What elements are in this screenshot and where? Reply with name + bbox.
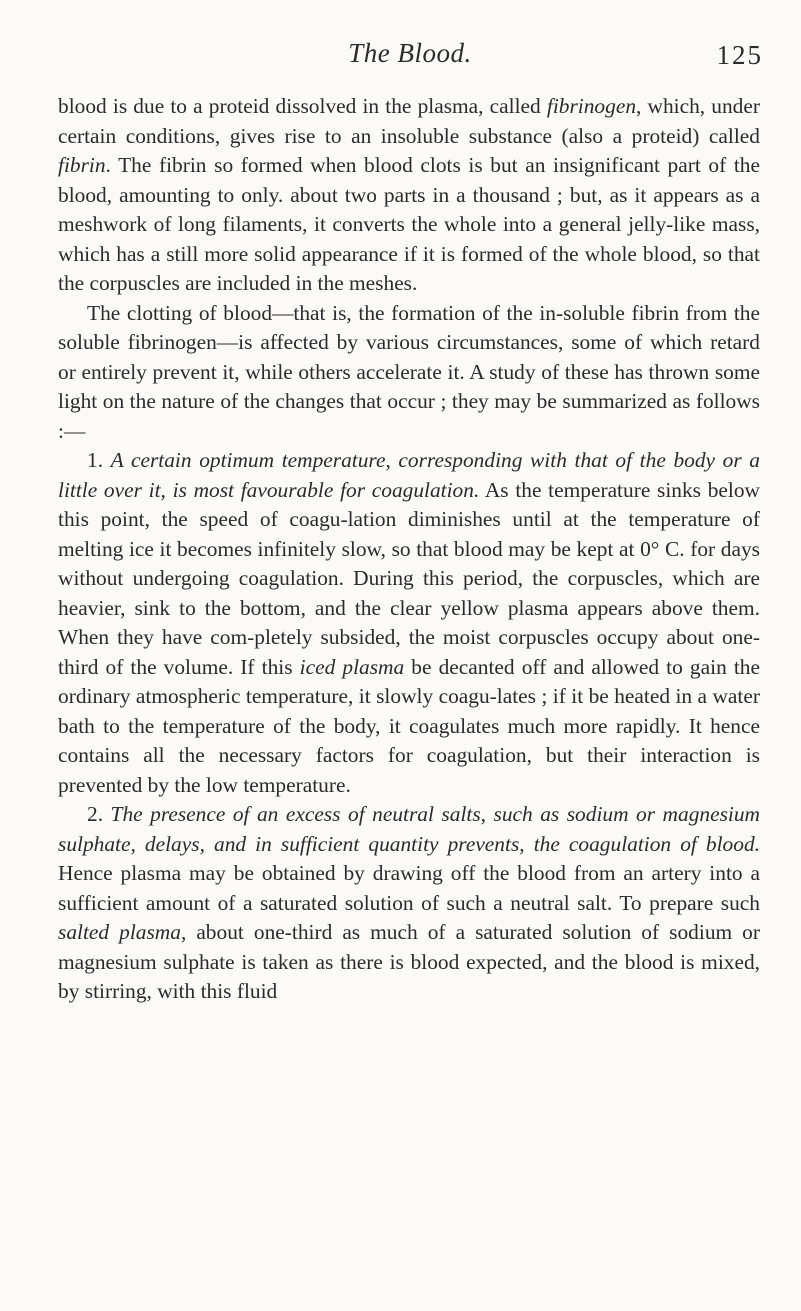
- paragraph: [58, 299, 760, 447]
- running-title: The Blood.: [348, 38, 472, 68]
- text-run: be decanted off and allowed to gain the ordinary atmospheric temperature, it slowly coagu-lates ; if it be heated in a water bath to the temperature of the body, it coagulates much more rapidly. It hence contains all the necessary factors for coagulation, but their interaction is prevented by the low temperature.: [58, 654, 760, 797]
- text-run: As the temperature sinks below this point, the speed of coagu-lation diminishes until at the temperature of melting ice it becomes infinitely slow, so that blood may be kept at 0° C. for days without undergoing coagulation. During this period, the corpuscles, which are heavier, sink to the bottom, and the clear yellow plasma appears above them. When they have com-pletely subsided, the moist corpuscles occupy about one-third of the volume. If this: [58, 477, 761, 679]
- text-run: . The fibrin so formed when blood clots is but an insignificant part of the blood, amounting to only. about two parts in a thousand ; but, as it appears as a meshwork of long filaments, it converts the whole into a general jelly-like mass, which has a still more solid appearance if it is formed of the whole blood, so that the corpuscles are included in the meshes.: [58, 153, 760, 295]
- numbered-paragraph: [58, 446, 760, 800]
- italic-text-run: The presence of an excess of neutral salts, such as sodium or magnesium sulphate, delays, and in sufficient quantity prevents, the coagulation of blood.: [58, 802, 760, 856]
- italic-text-run: fibrinogen: [546, 94, 637, 118]
- text-run: , about one-third as much of a saturated solution of sodium or magnesium sulphate is taken as there is blood expected, and the blood is mixed, by stirring, with this fluid: [58, 920, 760, 1003]
- text-run: blood is due to a proteid dissolved in the plasma, called: [58, 94, 547, 118]
- italic-text-run: fibrin: [58, 153, 106, 177]
- text-run: The clotting of blood—that is, the formation of the in-soluble fibrin from the soluble fibrinogen—is affected by various circumstances, some of which retard or entirely prevent it, while others accelerate it. A study of these has thrown some light on the nature of the changes that occur ; they may be summarized as follows :—: [58, 300, 760, 443]
- italic-text-run: iced plasma: [299, 654, 405, 679]
- numbered-paragraph: [58, 800, 760, 1007]
- running-head: [60, 38, 763, 78]
- page-number: 125: [716, 40, 763, 70]
- text-run: , which, under certain conditions, gives rise to an insoluble substance (also a proteid) called: [58, 94, 760, 148]
- italic-text-run: salted plasma: [58, 920, 181, 944]
- italic-text-run: A certain optimum temperature, corresponding with that of the body or a little over it, is most favourable for coagulation.: [58, 448, 760, 502]
- text-run: 2.: [87, 802, 111, 826]
- body-text: [58, 92, 760, 1007]
- paragraph: [58, 92, 760, 299]
- text-run: 1.: [87, 448, 111, 472]
- text-run: Hence plasma may be obtained by drawing off the blood from an artery into a sufficient amount of a saturated solution of such a neutral salt. To prepare such: [58, 861, 760, 915]
